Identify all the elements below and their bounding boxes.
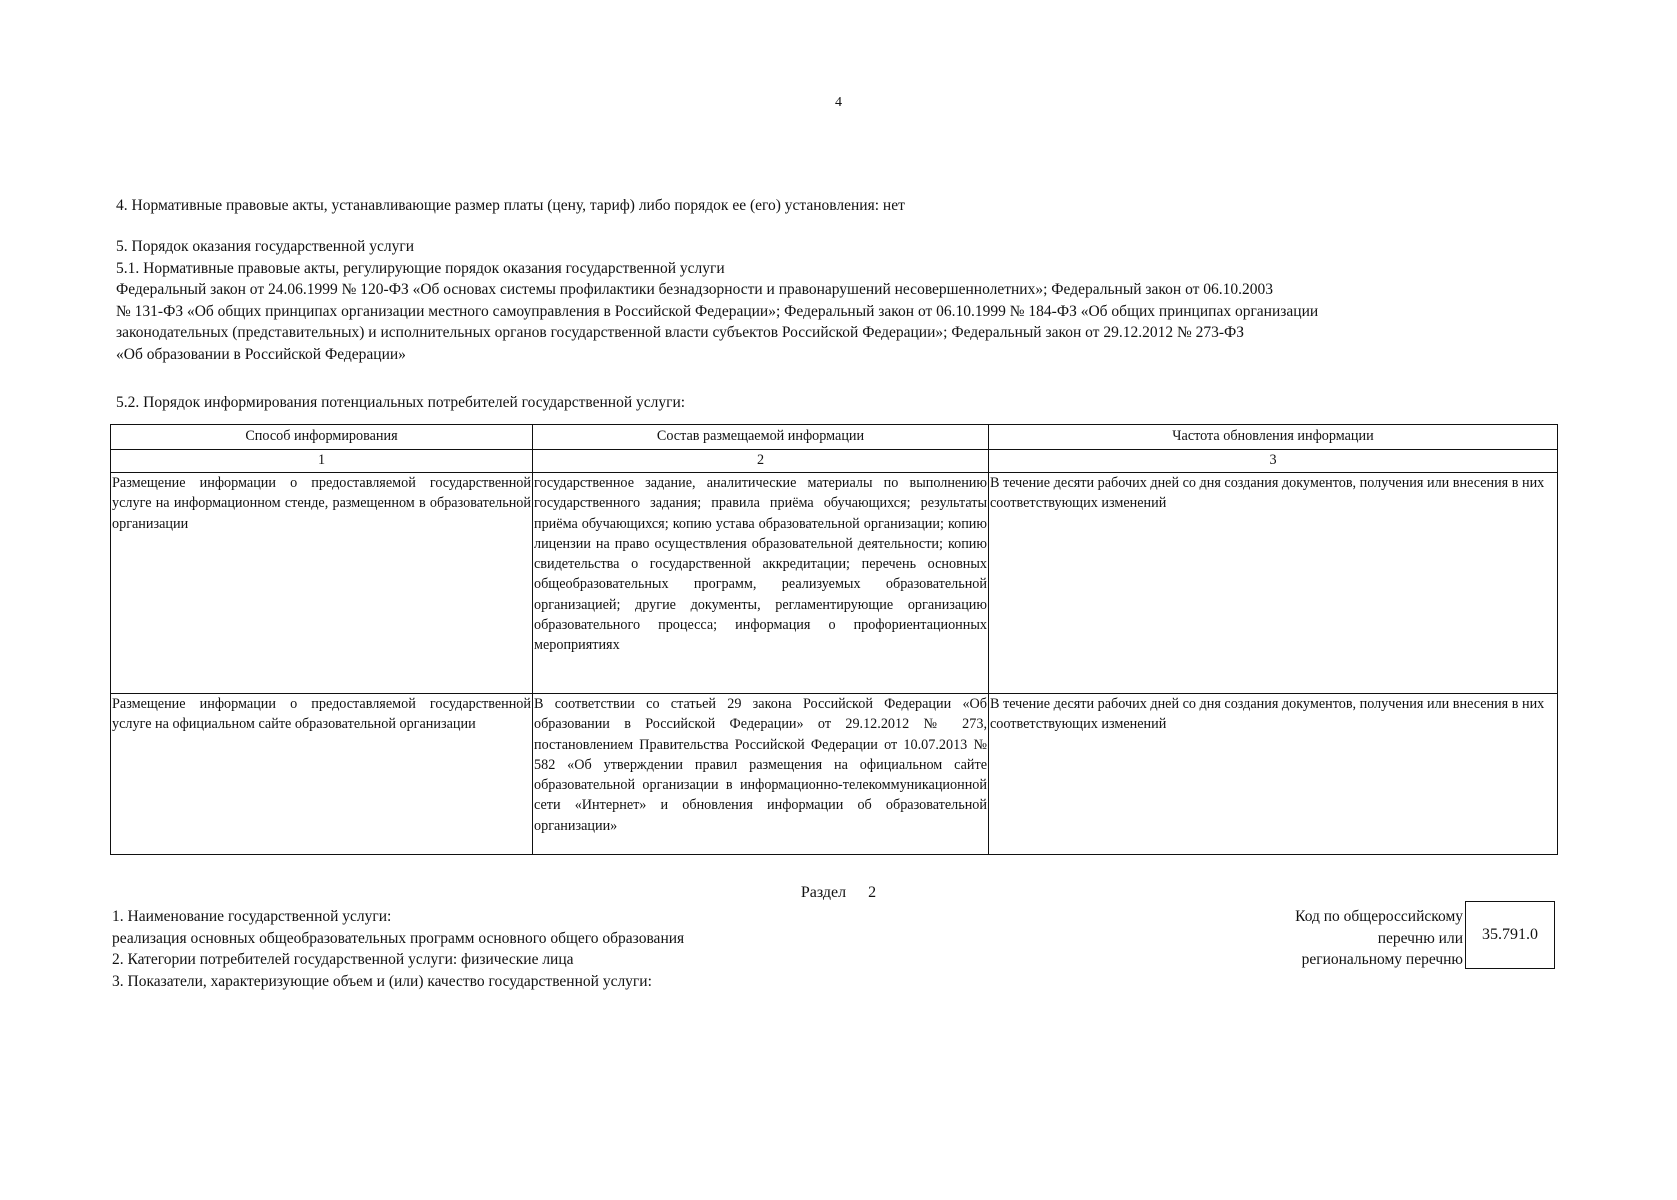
- cell-method: Размещение информации о предоставляемой государственной услуге на официальном сайте образовательной организации: [111, 694, 533, 855]
- header-method: Способ информирования: [111, 425, 533, 450]
- laws-line: № 131-ФЗ «Об общих принципах организации местного самоуправления в Российской Федерации»; Федеральный закон от 06.10.1999 № 184-ФЗ «Об общих принципах организации: [116, 302, 1319, 320]
- section-4-text: 4. Нормативные правовые акты, устанавливающие размер платы (цену, тариф) либо порядок ее (его) установления: нет: [116, 197, 905, 214]
- code-label-line: Код по общероссийскому: [1295, 908, 1463, 925]
- column-number: 2: [533, 450, 989, 473]
- header-frequency: Частота обновления информации: [989, 425, 1558, 450]
- code-label: [1295, 906, 1463, 971]
- table-row: [111, 694, 1558, 855]
- info-table: [110, 424, 1558, 855]
- code-label-line: перечню или: [1377, 929, 1463, 947]
- section-4: [116, 195, 905, 217]
- laws-line: «Об образовании в Российской Федерации»: [116, 345, 406, 363]
- cell-method: Размещение информации о предоставляемой государственной услуге на информационном стенде, размещенном в образовательной организации: [111, 473, 533, 694]
- section-5-2-heading: 5.2. Порядок информирования потенциальных потребителей государственной услуги:: [116, 394, 686, 411]
- indicators-heading: 3. Показатели, характеризующие объем и (или) качество государственной услуги:: [112, 972, 652, 990]
- cell-content: государственное задание, аналитические материалы по выполнению государственного задания; правила приёма обучающихся; результаты приёма обучающихся; копию устава образовательной организации; копию лицензии на право осуществления образовательной деятельности; копию свидетельства о государственной аккредитации; перечень основных общеобразовательных программ, реализуемых образовательной организацией; другие документы, регламентирующие организацию образовательного процесса; информация о профориентационных мероприятиях: [533, 473, 989, 694]
- column-number: 3: [989, 450, 1558, 473]
- service-name-label: 1. Наименование государственной услуги:: [112, 908, 392, 925]
- code-label-line: региональному перечню: [1301, 951, 1463, 968]
- section-5-1-heading: 5.1. Нормативные правовые акты, регулирующие порядок оказания государственной услуги: [116, 259, 725, 277]
- code-box: [1465, 901, 1555, 969]
- column-number: 1: [111, 450, 533, 473]
- consumer-categories: 2. Категории потребителей государственной услуги: физические лица: [112, 951, 574, 968]
- service-name-value: реализация основных общеобразовательных программ основного общего образования: [112, 929, 685, 947]
- razdel-heading: Раздел 2: [800, 884, 877, 901]
- section-5-2: [116, 392, 685, 414]
- laws-line: законодательных (представительных) и исполнительных органов государственной власти субъектов Российской Федерации»; Федеральный закон от 29.12.2012 № 273-ФЗ: [116, 324, 1245, 341]
- laws-line: Федеральный закон от 24.06.1999 № 120-ФЗ «Об основах системы профилактики безнадзорности и правонарушений несовершеннолетних»; Федеральный закон от 06.10.2003: [116, 281, 1274, 298]
- cell-frequency: В течение десяти рабочих дней со дня создания документов, получения или внесения в них соответствующих изменений: [989, 694, 1558, 855]
- cell-frequency: В течение десяти рабочих дней со дня создания документов, получения или внесения в них соответствующих изменений: [989, 473, 1558, 694]
- cell-content: В соответствии со статьей 29 закона Российской Федерации «Об образовании в Российской Федерации» от 29.12.2012 № 273, постановлением Правительства Российской Федерации от 10.07.2013 № 582 «Об утверждении правил размещения на официальном сайте образовательной организации в информационно-телекоммуникационной сети «Интернет» и обновления информации об образовательной организации»: [533, 694, 989, 855]
- section-5: [116, 236, 1318, 365]
- section-5-heading: 5. Порядок оказания государственной услуги: [116, 238, 414, 255]
- part-2-items: [112, 906, 684, 992]
- column-number-row: [111, 450, 1558, 473]
- table-row: [111, 473, 1558, 694]
- header-content: Состав размещаемой информации: [533, 425, 989, 450]
- table-header-row: [111, 425, 1558, 450]
- page-number: 4: [835, 95, 842, 110]
- code-value: 35.791.0: [1482, 926, 1538, 944]
